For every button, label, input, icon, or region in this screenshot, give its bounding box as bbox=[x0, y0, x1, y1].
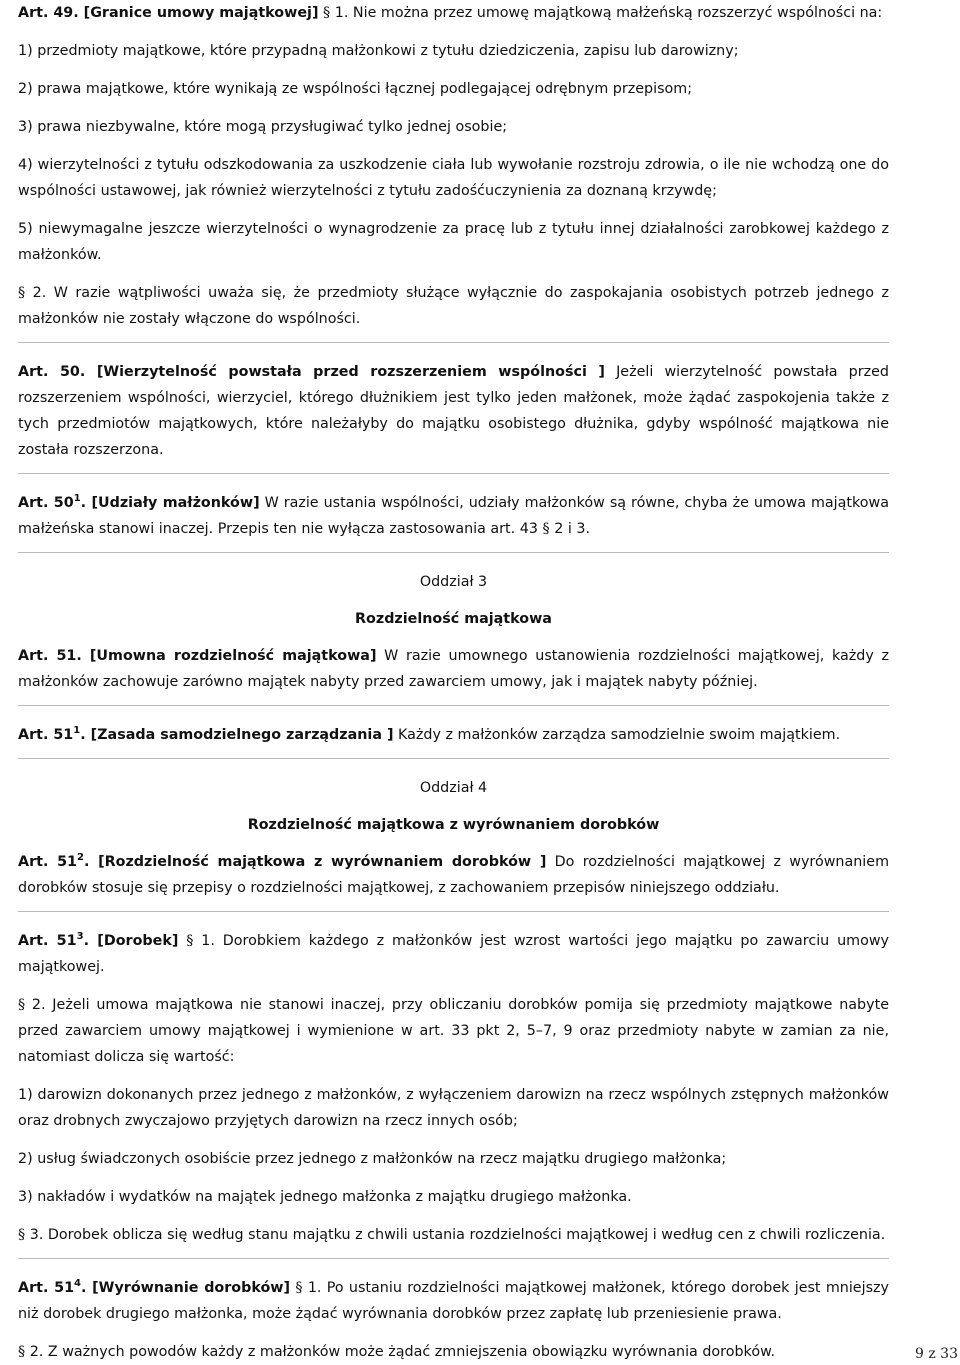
paragraph-symbol: § bbox=[18, 1227, 26, 1243]
list-item: 2) prawa majątkowe, które wynikają ze wspólności łącznej podlegającej odrębnym przepisom; bbox=[18, 81, 693, 97]
art-51-4-num: Art. 51 bbox=[18, 1280, 75, 1296]
art-49-sec1-text: 1. Nie można przez umowę majątkową małżeńską rozszerzyć wspólności na: bbox=[330, 5, 883, 21]
art-51-4-title: . [Wyrównanie dorobków] bbox=[80, 1280, 291, 1296]
list-item: 4) wierzytelności z tytułu odszkodowania za uszkodzenie ciała lub wywołanie rozstroju zdrowia, o ile nie wchodzą one do wspólności ustawowej, jak również wierzytelności z tytułu zadośćuczynienia za doznaną krzywdę; bbox=[18, 157, 889, 199]
division-label: Oddział 4 bbox=[419, 780, 488, 796]
list-item: 1) przedmioty majątkowe, które przypadną małżonkowi z tytułu dziedziczenia, zapisu lub darowizny; bbox=[18, 43, 739, 59]
art-51-3-num: Art. 51 bbox=[18, 933, 77, 949]
art-51-3-sec1-text: 1. Dorobkiem każdego z małżonków jest wzrost wartości jego majątku po zawarciu umowy majątkowej. bbox=[18, 933, 890, 975]
superscript: 1 bbox=[73, 725, 81, 736]
paragraph-symbol: § bbox=[18, 1344, 26, 1360]
art-51-1 bbox=[18, 722, 889, 748]
superscript: 3 bbox=[76, 931, 84, 942]
paragraph-symbol: § bbox=[542, 521, 550, 537]
art-51-3-intro bbox=[18, 928, 889, 980]
art-51 bbox=[18, 643, 889, 695]
art-51-3-sec3 bbox=[18, 1222, 889, 1248]
superscript: 2 bbox=[77, 852, 84, 863]
paragraph-symbol: § bbox=[18, 997, 26, 1013]
art-51-4-sec2-text: 2. Z ważnych powodów każdy z małżonków może żądać zmniejszenia obowiązku wyrównania dorobków. bbox=[25, 1344, 775, 1360]
art-51-4-intro bbox=[18, 1275, 889, 1327]
list-item: 5) niewymagalne jeszcze wierzytelności o wynagrodzenie za pracę lub z tytułu innej działalności zarobkowej każdego z małżonków. bbox=[18, 221, 889, 263]
list-item: 3) nakładów i wydatków na majątek jednego małżonka z majątku drugiego małżonka. bbox=[18, 1189, 632, 1205]
list-item: 3) prawa niezbywalne, które mogą przysługiwać tylko jednej osobie; bbox=[18, 119, 508, 135]
art-50-1-num: Art. 50 bbox=[18, 495, 74, 511]
art-51-1-num: Art. 51 bbox=[18, 727, 74, 743]
division-title: Rozdzielność majątkowa z wyrównaniem dorobków bbox=[247, 817, 660, 833]
art-49-sec2-text: 2. W razie wątpliwości uważa się, że przedmioty służące wyłącznie do zaspokajania osobistych potrzeb jednego z małżonków nie zostały włączone do wspólności. bbox=[18, 285, 889, 327]
art-51-3-sec2-text: 2. Jeżeli umowa majątkowa nie stanowi inaczej, przy obliczaniu dorobków pomija się przedmioty majątkowe nabyte przed zawarciem umowy majątkowej i wymienione w art. 33 pkt 2, 5–7, 9 oraz przedmioty nabyte w zamian za nie, natomiast dolicza się wartość: bbox=[18, 997, 889, 1065]
art-51-2-title: . [Rozdzielność majątkowa z wyrównaniem dorobków ] bbox=[83, 854, 547, 870]
paragraph-symbol: § bbox=[323, 5, 331, 21]
document-body bbox=[18, 0, 889, 1365]
art-50-1-title: . [Udziały małżonków] bbox=[80, 495, 260, 511]
art-50-1 bbox=[18, 490, 889, 542]
art-51-1-title: . [Zasada samodzielnego zarządzania ] bbox=[80, 727, 394, 743]
division-label: Oddział 3 bbox=[419, 574, 488, 590]
art-51-4-sec2 bbox=[18, 1339, 889, 1365]
art-50-1-tail: 2 i 3. bbox=[549, 521, 590, 537]
paragraph-symbol: § bbox=[186, 933, 194, 949]
art-51-3-title: . [Dorobek] bbox=[83, 933, 179, 949]
superscript: 1 bbox=[73, 493, 81, 504]
art-51-3-sec3-text: 3. Dorobek oblicza się według stanu majątku z chwili ustania rozdzielności majątkowej i według cen z chwili rozliczenia. bbox=[25, 1227, 886, 1243]
art-49-sec2 bbox=[18, 280, 889, 332]
page-number: 9 z 33 bbox=[915, 1346, 958, 1362]
art-51-3-sec2 bbox=[18, 992, 889, 1070]
art-51-4-sec1-text: 1. Po ustaniu rozdzielności majątkowej małżonek, którego dorobek jest mniejszy niż dorobek drugiego małżonka, może żądać wyrównania dorobków przez zapłatę lub przeniesienie prawa. bbox=[18, 1280, 889, 1322]
paragraph-symbol: § bbox=[18, 285, 26, 301]
list-item: 1) darowizn dokonanych przez jednego z małżonków, z wyłączeniem darowizn na rzecz wspólnych zstępnych małżonków oraz drobnych zwyczajowo przyjętych darowizn na rzecz innych osób; bbox=[18, 1087, 889, 1129]
list-item: 2) usług świadczonych osobiście przez jednego z małżonków na rzecz majątku drugiego małżonka; bbox=[18, 1151, 727, 1167]
art-49-heading: Art. 49. [Granice umowy majątkowej] bbox=[18, 5, 319, 21]
art-51-1-text: Każdy z małżonków zarządza samodzielnie swoim majątkiem. bbox=[393, 727, 841, 743]
art-51-heading: Art. 51. [Umowna rozdzielność majątkowa] bbox=[18, 648, 377, 664]
art-51-2-num: Art. 51 bbox=[18, 854, 77, 870]
superscript: 4 bbox=[74, 1278, 81, 1289]
paragraph-symbol: § bbox=[295, 1280, 303, 1296]
division-title: Rozdzielność majątkowa bbox=[355, 611, 552, 627]
art-51-2-text: Do rozdzielności majątkowej z wyrównaniem dorobków stosuje się przepisy o rozdzielności majątkowej, z zachowaniem przepisów niniejszego oddziału. bbox=[18, 854, 889, 896]
art-51-2 bbox=[18, 849, 889, 901]
art-50 bbox=[18, 359, 889, 463]
art-49-intro bbox=[18, 0, 889, 26]
art-50-text: Jeżeli wierzytelność powstała przed rozszerzeniem wspólności, wierzyciel, którego dłużnikiem jest tylko jeden małżonek, może żądać zaspokojenia także z tych przedmiotów majątkowych, które należałyby do majątku osobistego dłużnika, gdyby wspólność majątkowa nie została rozszerzona. bbox=[18, 364, 890, 458]
art-50-heading: Art. 50. [Wierzytelność powstała przed rozszerzeniem wspólności ] bbox=[18, 364, 605, 380]
art-50-1-text: W razie ustania wspólności, udziały małżonków są równe, chyba że umowa majątkowa małżeńska stanowi inaczej. Przepis ten nie wyłącza zastosowania art. 43 bbox=[18, 495, 889, 537]
art-51-text: W razie umownego ustanowienia rozdzielności majątkowej, każdy z małżonków zachowuje zarówno majątek nabyty przed zawarciem umowy, jak i majątek nabyty później. bbox=[18, 648, 889, 690]
